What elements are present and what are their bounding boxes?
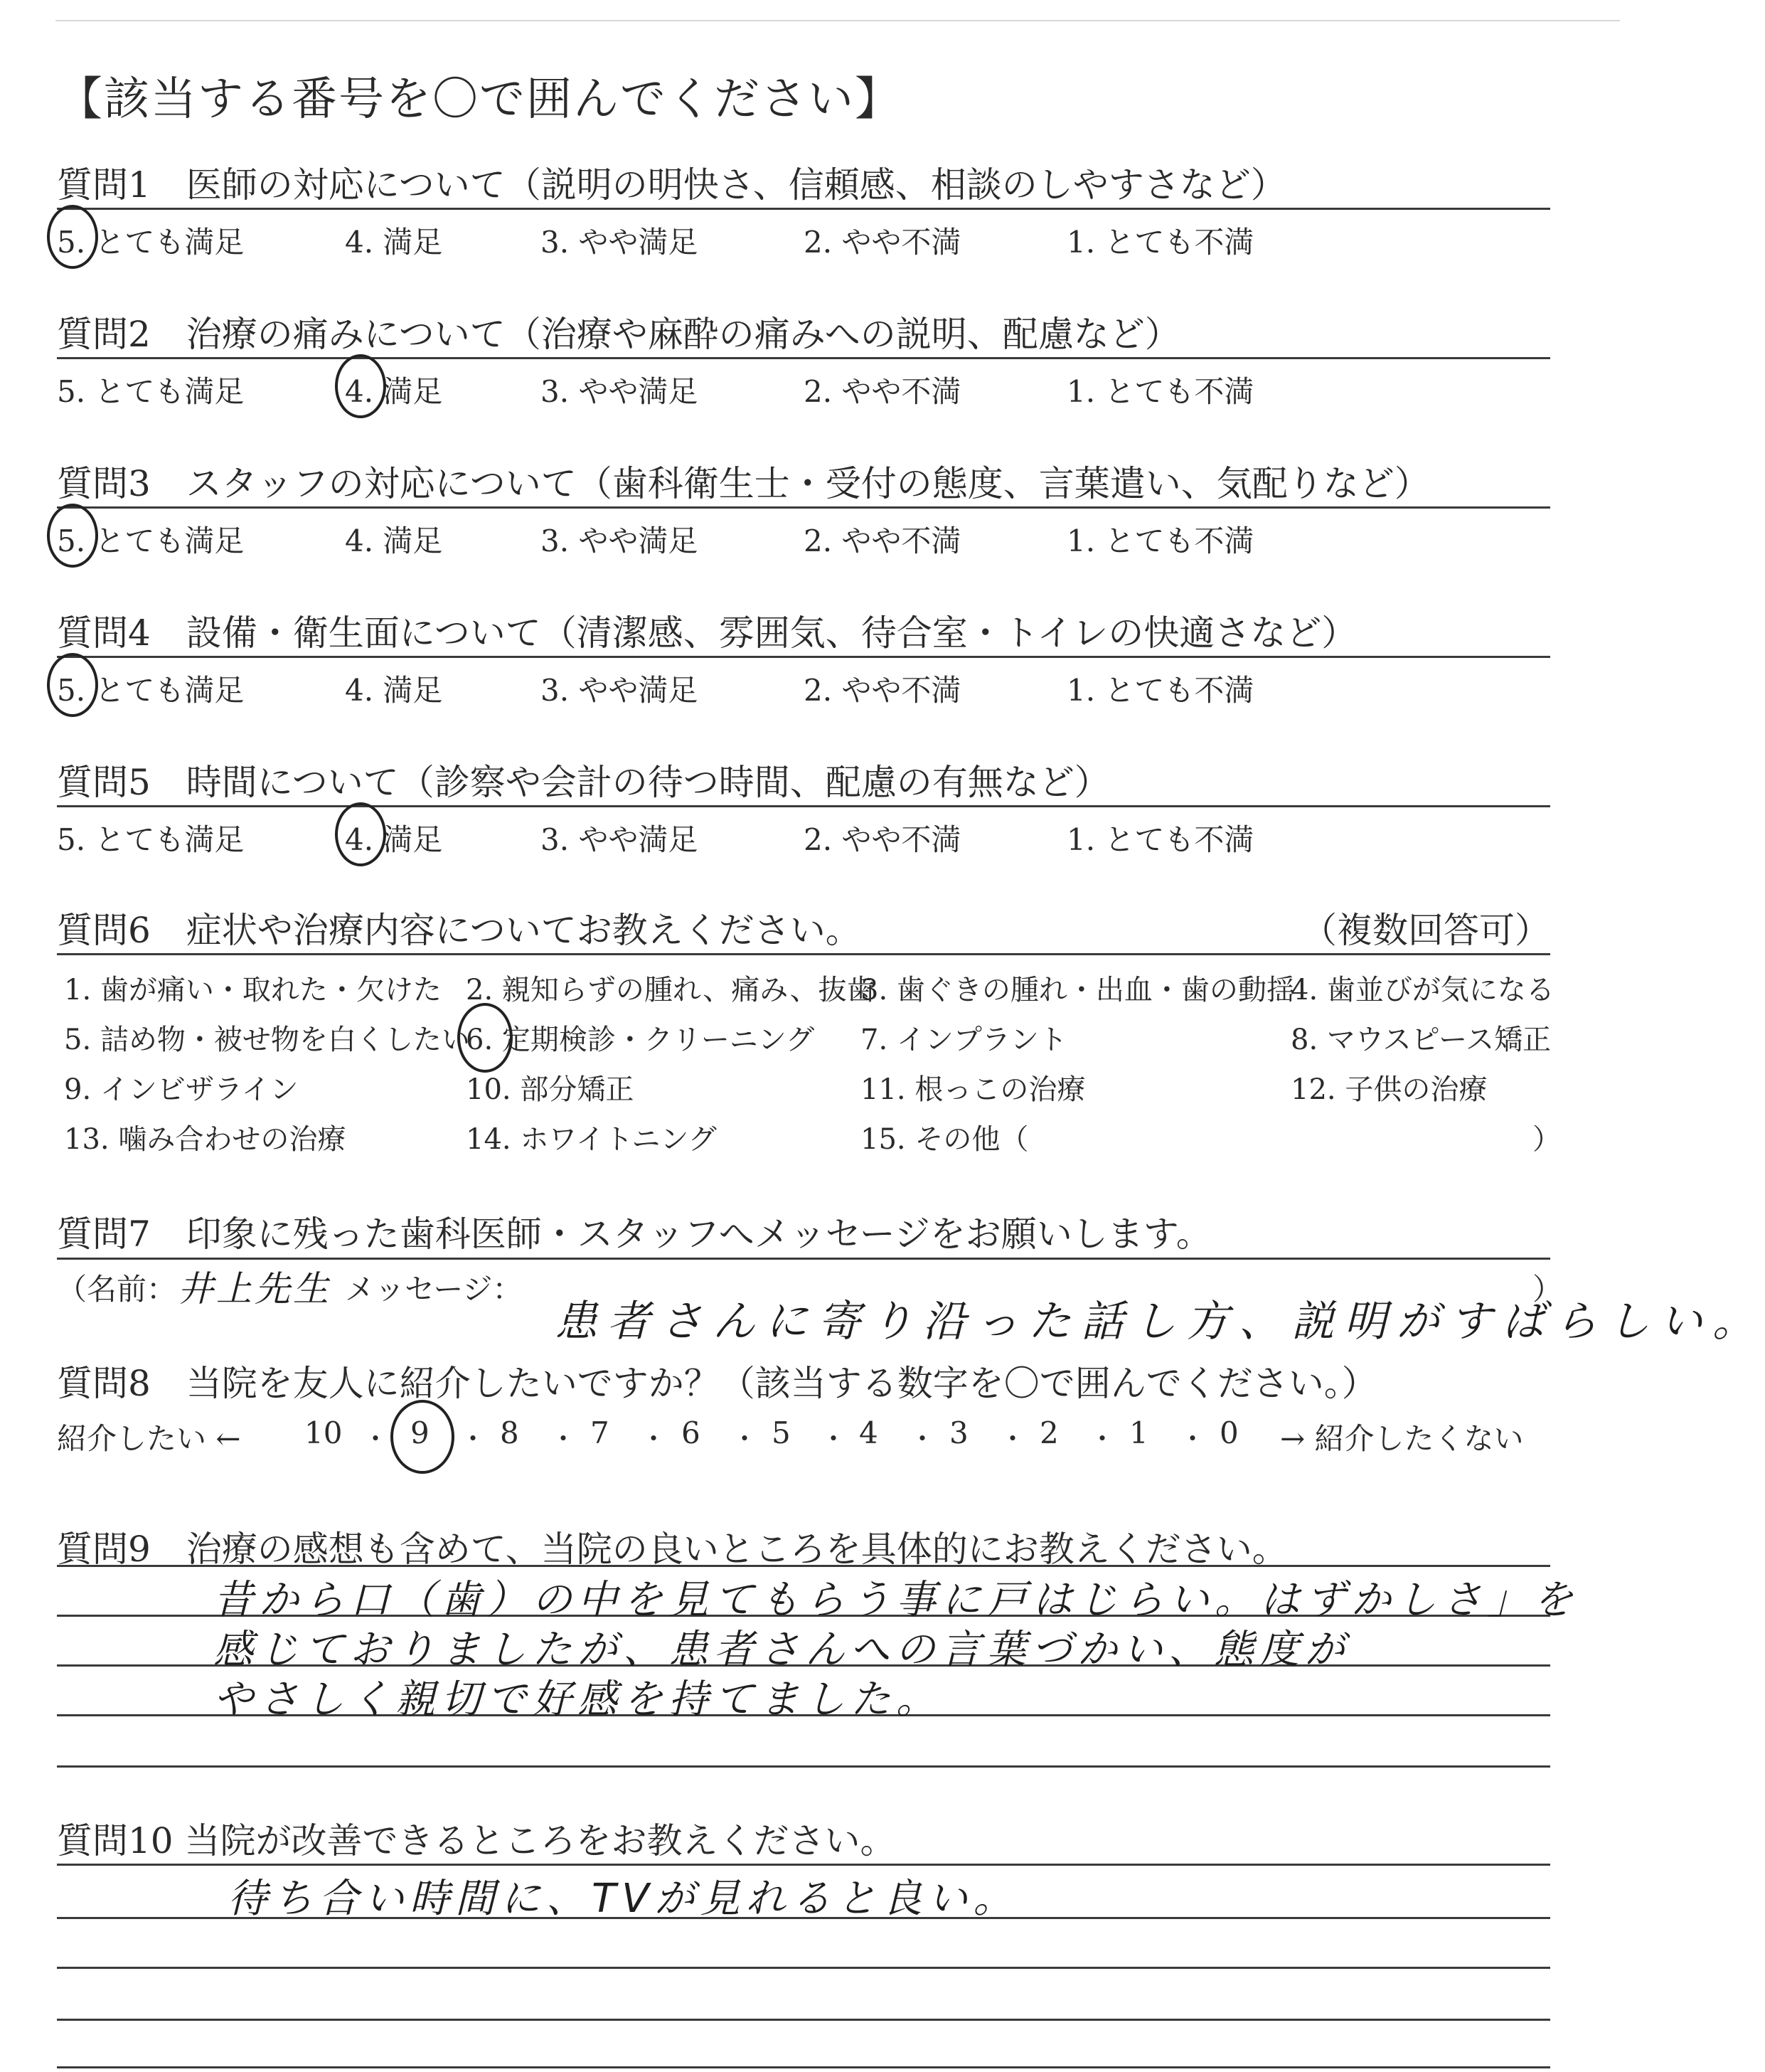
q8-separator-dot: ・ <box>1089 1423 1116 1455</box>
q9-title: 質問9 治療の感想も含めて、当院の良いところを具体的にお教えください。 <box>57 1529 1288 1570</box>
q8-number-9[interactable]: 9 <box>410 1415 430 1450</box>
q8-separator-dot: ・ <box>1179 1423 1207 1455</box>
q8-number-4[interactable]: 4 <box>859 1415 878 1450</box>
q2-option-4[interactable]: 4. 満足 <box>345 374 443 409</box>
q10-line <box>57 2066 1550 2068</box>
q6-title: 質問6 症状や治療内容についてお教えください。 <box>57 910 861 951</box>
q5-title: 質問5 時間について（診察や会計の待つ時間、配慮の有無など） <box>57 762 1110 803</box>
q2-selection-circle <box>335 354 386 418</box>
q4-option-2[interactable]: 2. やや不満 <box>804 673 961 708</box>
q3-option-4[interactable]: 4. 満足 <box>345 524 443 558</box>
q8-number-8[interactable]: 8 <box>500 1415 519 1450</box>
q8-separator-dot: ・ <box>550 1423 577 1455</box>
q7-close-paren: ） <box>1532 1272 1563 1307</box>
q2-title: 質問2 治療の痛みについて（治療や麻酔の痛みへの説明、配慮など） <box>57 314 1180 355</box>
q6-option-8[interactable]: 8. マウスピース矯正 <box>1291 1024 1552 1056</box>
q7-name-value[interactable]: 井上先生 <box>178 1268 331 1309</box>
q10-answer-line-1[interactable]: 待ち合い時間に、TVが見れると良い。 <box>228 1876 1019 1922</box>
q7-title: 質問7 印象に残った歯科医師・スタッフへメッセージをお願いします。 <box>57 1213 1212 1255</box>
q6-option-9[interactable]: 9. インビザライン <box>64 1073 299 1106</box>
q6-rule <box>57 953 1550 955</box>
q9-answer-line-2[interactable]: 感じておりましたが、患者さんへの言葉づかい、態度が <box>213 1627 1350 1673</box>
q6-option-12[interactable]: 12. 子供の治療 <box>1291 1073 1488 1106</box>
top-edge-line <box>55 20 1620 21</box>
q2-rule <box>57 357 1550 359</box>
q6-option-5[interactable]: 5. 詰め物・被せ物を白くしたい <box>64 1024 470 1056</box>
q3-option-3[interactable]: 3. やや満足 <box>540 524 698 558</box>
q2-option-1[interactable]: 1. とても不満 <box>1067 374 1254 409</box>
q5-option-3[interactable]: 3. やや満足 <box>540 822 698 857</box>
q8-number-2[interactable]: 2 <box>1040 1415 1059 1450</box>
q1-title: 質問1 医師の対応について（説明の明快さ、信頼感、相談のしやすさなど） <box>57 164 1286 206</box>
q6-note: （複数回答可） <box>1301 910 1550 951</box>
q5-option-1[interactable]: 1. とても不満 <box>1067 822 1254 857</box>
form-header: 【該当する番号を〇で囲んでください】 <box>57 73 902 126</box>
q6-option-6[interactable]: 6. 定期検診・クリーニング <box>466 1024 815 1056</box>
q6-option-4[interactable]: 4. 歯並びが気になる <box>1291 974 1555 1006</box>
q8-number-6[interactable]: 6 <box>681 1415 700 1450</box>
q10-line <box>57 2019 1550 2021</box>
q8-number-7[interactable]: 7 <box>590 1415 609 1450</box>
q4-title: 質問4 設備・衛生面について（清潔感、雰囲気、待合室・トイレの快適さなど） <box>57 612 1358 654</box>
q8-right-label: → 紹介したくない <box>1280 1421 1524 1456</box>
q7-name-label: （名前： <box>57 1272 177 1307</box>
q10-line <box>57 1967 1550 1969</box>
q9-answer-line-3[interactable]: やさしく親切で好感を持てました。 <box>213 1677 942 1723</box>
q3-option-5[interactable]: 5. とても満足 <box>57 524 245 558</box>
q8-number-10[interactable]: 10 <box>304 1415 343 1450</box>
q3-option-1[interactable]: 1. とても不満 <box>1067 524 1254 558</box>
q7-rule <box>57 1258 1550 1260</box>
q2-option-3[interactable]: 3. やや満足 <box>540 374 698 409</box>
q1-option-2[interactable]: 2. やや不満 <box>804 225 961 260</box>
q5-selection-circle <box>335 802 386 866</box>
q6-option-11[interactable]: 11. 根っこの治療 <box>860 1073 1086 1106</box>
q8-separator-dot: ・ <box>459 1423 487 1455</box>
q8-separator-dot: ・ <box>909 1423 937 1455</box>
q1-selection-circle <box>47 205 98 269</box>
q6-option-7[interactable]: 7. インプラント <box>860 1024 1067 1056</box>
q4-option-3[interactable]: 3. やや満足 <box>540 673 698 708</box>
q6-option-15[interactable]: 15. その他（ <box>860 1123 1029 1156</box>
q3-title: 質問3 スタッフの対応について（歯科衛生士・受付の態度、言葉遣い、気配りなど） <box>57 463 1430 504</box>
q8-separator-dot: ・ <box>731 1423 759 1455</box>
q2-option-2[interactable]: 2. やや不満 <box>804 374 961 409</box>
q4-option-5[interactable]: 5. とても満足 <box>57 673 245 708</box>
q8-title: 質問8 当院を友人に紹介したいですか？（該当する数字を〇で囲んでください。） <box>57 1363 1377 1404</box>
q4-rule <box>57 656 1550 658</box>
q5-rule <box>57 805 1550 807</box>
q9-line <box>57 1765 1550 1768</box>
q6-selection-circle <box>457 1003 513 1073</box>
q6-option-14[interactable]: 14. ホワイトニング <box>466 1123 717 1156</box>
q8-selection-circle <box>390 1400 454 1474</box>
q6-option-3[interactable]: 3. 歯ぐきの腫れ・出血・歯の動揺 <box>860 974 1295 1006</box>
q3-selection-circle <box>47 504 98 568</box>
q8-number-1[interactable]: 1 <box>1129 1415 1148 1450</box>
q6-option-13[interactable]: 13. 噛み合わせの治療 <box>64 1123 346 1156</box>
q8-left-label: 紹介したい ← <box>57 1421 241 1456</box>
q5-option-2[interactable]: 2. やや不満 <box>804 822 961 857</box>
q7-message-label: メッセージ： <box>345 1272 523 1307</box>
q8-number-5[interactable]: 5 <box>772 1415 791 1450</box>
q4-option-4[interactable]: 4. 満足 <box>345 673 443 708</box>
q8-separator-dot: ・ <box>362 1423 390 1455</box>
q6-option-16[interactable]: ） <box>1532 1123 1561 1156</box>
q10-rule <box>57 1864 1550 1866</box>
q4-selection-circle <box>47 653 98 717</box>
q8-number-3[interactable]: 3 <box>949 1415 969 1450</box>
q8-number-0[interactable]: 0 <box>1220 1415 1239 1450</box>
q10-title: 質問10 当院が改善できるところをお教えください。 <box>57 1820 896 1861</box>
q1-option-4[interactable]: 4. 満足 <box>345 225 443 260</box>
q5-option-5[interactable]: 5. とても満足 <box>57 822 245 857</box>
q9-answer-line-1[interactable]: 昔から口（歯）の中を見てもらう事に戸はじらい。はずかしさ」を <box>213 1577 1579 1623</box>
q8-separator-dot: ・ <box>640 1423 668 1455</box>
q7-message[interactable]: 患者さんに寄り沿った話し方、説明がすばらしい。 <box>555 1297 1765 1346</box>
q1-option-3[interactable]: 3. やや満足 <box>540 225 698 260</box>
q3-option-2[interactable]: 2. やや不満 <box>804 524 961 558</box>
q1-option-1[interactable]: 1. とても不満 <box>1067 225 1254 260</box>
q6-option-1[interactable]: 1. 歯が痛い・取れた・欠けた <box>64 974 442 1006</box>
q4-option-1[interactable]: 1. とても不満 <box>1067 673 1254 708</box>
q3-rule <box>57 506 1550 509</box>
q1-option-5[interactable]: 5. とても満足 <box>57 225 245 260</box>
q6-option-10[interactable]: 10. 部分矯正 <box>466 1073 634 1106</box>
q9-rule <box>57 1565 1550 1567</box>
q6-option-2[interactable]: 2. 親知らずの腫れ、痛み、抜歯 <box>466 974 875 1006</box>
q8-separator-dot: ・ <box>999 1423 1027 1455</box>
q8-separator-dot: ・ <box>820 1423 848 1455</box>
q2-option-5[interactable]: 5. とても満足 <box>57 374 245 409</box>
q1-rule <box>57 208 1550 210</box>
q5-option-4[interactable]: 4. 満足 <box>345 822 443 857</box>
